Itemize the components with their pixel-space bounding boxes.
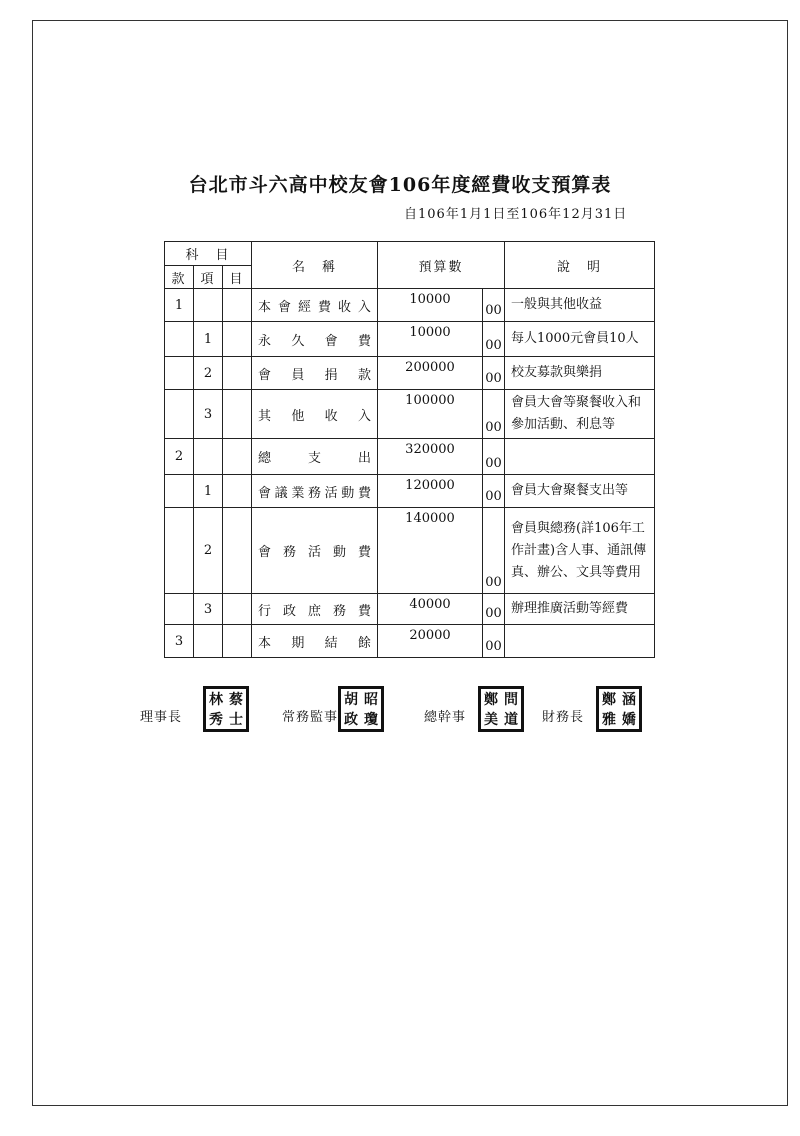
cell-kuan: 1 [165, 289, 194, 322]
cell-name: 永 久 會 費 [252, 322, 378, 357]
signature-role: 常務監事 [282, 710, 339, 725]
cell-decimal: 00 [483, 508, 505, 594]
header-name: 名 稱 [252, 242, 378, 289]
cell-decimal: 00 [483, 625, 505, 658]
cell-name: 會 員 捐 款 [252, 357, 378, 390]
cell-desc: 每人1000元會員10人 [505, 322, 655, 357]
budget-table [164, 241, 655, 658]
cell-mu [223, 625, 252, 658]
seal-stamp: 林 蔡 秀 士 [203, 686, 249, 732]
cell-name: 本 期 結 餘 [252, 625, 378, 658]
table-row [165, 439, 655, 475]
cell-decimal: 00 [483, 289, 505, 322]
cell-xiang: 1 [194, 475, 223, 508]
cell-name: 會 務 活 動 費 [252, 508, 378, 594]
header-xiang: 項 [194, 266, 223, 289]
cell-xiang: 2 [194, 357, 223, 390]
document-title: 台北市斗六高中校友會106年度經費收支預算表 [188, 174, 612, 196]
cell-desc: 會員大會聚餐支出等 [505, 475, 655, 508]
cell-desc: 一般與其他收益 [505, 289, 655, 322]
cell-xiang [194, 289, 223, 322]
cell-mu [223, 390, 252, 439]
cell-kuan [165, 594, 194, 625]
budget-period: 自106年1月1日至106年12月31日 [404, 207, 628, 222]
cell-decimal: 00 [483, 322, 505, 357]
cell-name: 行 政 庶 務 費 [252, 594, 378, 625]
signature-role: 財務長 [542, 710, 585, 725]
cell-xiang: 2 [194, 508, 223, 594]
cell-name: 其 他 收 入 [252, 390, 378, 439]
signature-role: 理事長 [140, 710, 183, 725]
cell-desc [505, 439, 655, 475]
signature-role: 總幹事 [424, 710, 467, 725]
header-amount: 預算數 [378, 242, 505, 289]
cell-amount: 10000 [378, 289, 483, 322]
cell-decimal: 00 [483, 594, 505, 625]
cell-mu [223, 594, 252, 625]
header-desc: 說 明 [505, 242, 655, 289]
cell-kuan: 3 [165, 625, 194, 658]
header-kuan: 款 [165, 266, 194, 289]
cell-desc [505, 625, 655, 658]
cell-amount: 10000 [378, 322, 483, 357]
cell-desc: 校友募款與樂捐 [505, 357, 655, 390]
cell-amount: 200000 [378, 357, 483, 390]
cell-xiang: 3 [194, 390, 223, 439]
cell-desc: 會員大會等聚餐收入和參加活動、利息等 [505, 390, 655, 439]
cell-amount: 140000 [378, 508, 483, 594]
table-row [165, 508, 655, 594]
cell-decimal: 00 [483, 390, 505, 439]
table-row [165, 475, 655, 508]
cell-desc: 會員與總務(詳106年工作計畫)含人事、通訊傳真、辦公、文具等費用 [505, 508, 655, 594]
cell-name: 會 議 業 務 活 動 費 [252, 475, 378, 508]
table-row [165, 322, 655, 357]
cell-amount: 40000 [378, 594, 483, 625]
signature-row [0, 686, 800, 746]
table-row [165, 390, 655, 439]
header-subject: 科 目 [165, 242, 252, 266]
cell-kuan [165, 508, 194, 594]
cell-kuan [165, 357, 194, 390]
table-row [165, 594, 655, 625]
cell-amount: 100000 [378, 390, 483, 439]
cell-name: 總 支 出 [252, 439, 378, 475]
cell-mu [223, 289, 252, 322]
cell-decimal: 00 [483, 475, 505, 508]
cell-decimal: 00 [483, 439, 505, 475]
cell-desc: 辦理推廣活動等經費 [505, 594, 655, 625]
cell-xiang: 3 [194, 594, 223, 625]
table-row [165, 625, 655, 658]
cell-kuan [165, 322, 194, 357]
cell-kuan [165, 475, 194, 508]
seal-stamp: 胡 昭 政 瓊 [338, 686, 384, 732]
cell-decimal: 00 [483, 357, 505, 390]
seal-stamp: 鄭 問 美 道 [478, 686, 524, 732]
cell-mu [223, 322, 252, 357]
cell-amount: 20000 [378, 625, 483, 658]
cell-amount: 320000 [378, 439, 483, 475]
cell-mu [223, 357, 252, 390]
cell-kuan: 2 [165, 439, 194, 475]
cell-kuan [165, 390, 194, 439]
cell-mu [223, 475, 252, 508]
cell-amount: 120000 [378, 475, 483, 508]
table-row [165, 289, 655, 322]
cell-mu [223, 508, 252, 594]
cell-xiang: 1 [194, 322, 223, 357]
table-row [165, 357, 655, 390]
cell-mu [223, 439, 252, 475]
cell-name: 本 會 經 費 收 入 [252, 289, 378, 322]
cell-xiang [194, 439, 223, 475]
seal-stamp: 鄭 涵 雅 嬌 [596, 686, 642, 732]
header-mu: 目 [223, 266, 252, 289]
cell-xiang [194, 625, 223, 658]
